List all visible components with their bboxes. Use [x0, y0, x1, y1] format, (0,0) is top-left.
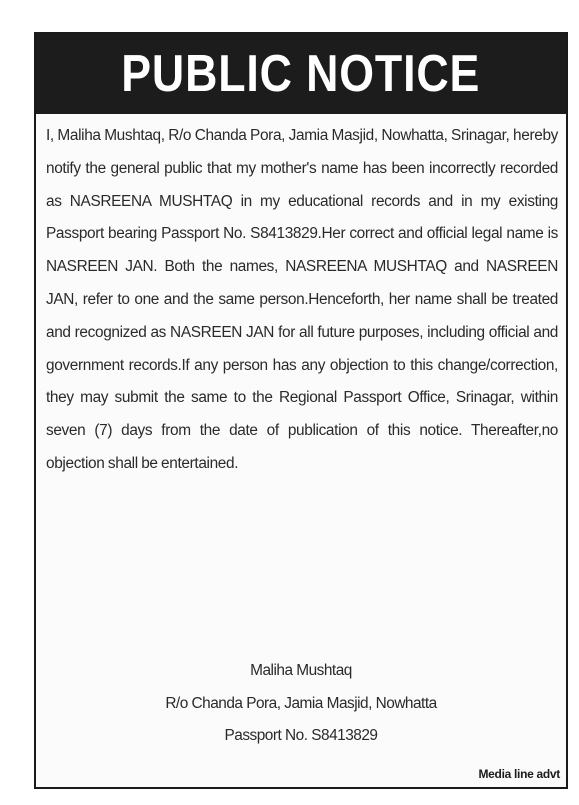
signature-address: R/o Chanda Pora, Jamia Masjid, Nowhatta: [165, 694, 437, 712]
signature-name: Maliha Mushtaq: [250, 662, 352, 679]
signature-passport: Passport No. S8413829: [224, 727, 378, 744]
signature-block: [36, 655, 566, 753]
notice-body: I, Maliha Mushtaq, R/o Chanda Pora, Jamia Masjid, Nowhatta, Srinagar, hereby notify the general public that my mother's name has been incorrectly recorded as NASREENA MUSHTAQ in my educational records and in my existing Passport bearing Passport No. S8413829.Her correct and official legal name is NASREEN JAN. Both the names, NASREENA MUSHTAQ and NASREEN JAN, refer to one and the same person.Henceforth, her name shall be treated and recognized as NASREEN JAN for all future purposes, including official and government records.If any person has any objection to this change/correction, they may submit the same to the Regional Passport Office, Srinagar, within seven (7) days from the date of publication of this notice. Thereafter,no objection shall be entertained.: [46, 127, 558, 472]
notice-header: [36, 34, 566, 114]
advertiser-credit: Media line advt: [478, 767, 560, 781]
notice-title: PUBLIC NOTICE: [121, 45, 481, 103]
public-notice-box: [34, 32, 568, 789]
